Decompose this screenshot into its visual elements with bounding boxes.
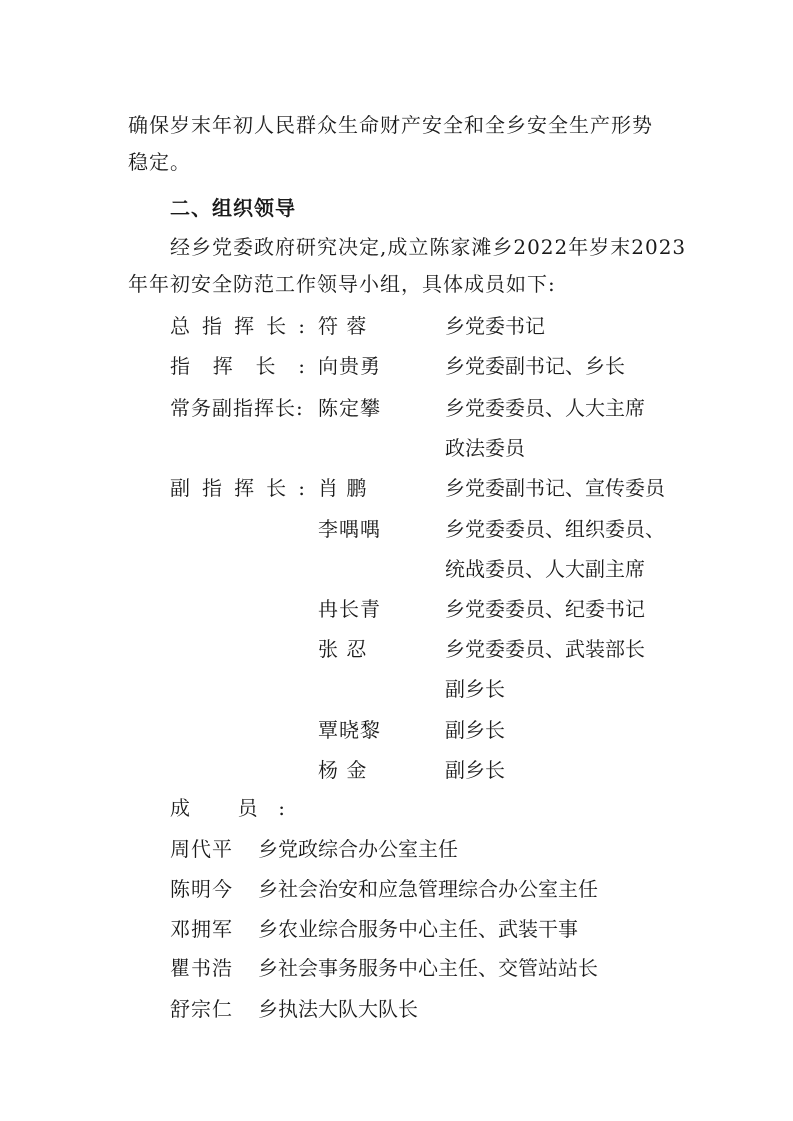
- deputy-name: 肖 鹏: [318, 476, 368, 500]
- exec-title: 常务副指挥长:: [170, 396, 304, 420]
- deputy-role: 乡党委副书记、宣传委员: [445, 476, 665, 500]
- member-role: 乡社会治安和应急管理综合办公室主任: [258, 877, 598, 901]
- deputy-role: 乡党委委员、纪委书记: [445, 597, 645, 621]
- section-heading: 二、组织领导: [170, 196, 296, 220]
- paragraph-line-2: 年年初安全防范工作领导小组，具体成员如下:: [128, 272, 556, 296]
- deputy-role: 乡党委委员、武装部长: [445, 637, 645, 661]
- chief-title: 指挥长:: [170, 354, 306, 378]
- commander-title: 总指挥长:: [170, 314, 306, 338]
- member-name: 邓拥军: [170, 917, 233, 941]
- member-role: 乡社会事务服务中心主任、交管站站长: [258, 956, 598, 980]
- deputy-name: 覃晓黎: [318, 718, 381, 742]
- commander-role: 乡党委书记: [445, 314, 545, 338]
- member-name: 瞿书浩: [170, 956, 233, 980]
- exec-role-2: 政法委员: [445, 436, 525, 460]
- member-name: 周代平: [170, 837, 233, 861]
- deputy-name: 杨 金: [318, 758, 368, 782]
- member-role: 乡党政综合办公室主任: [258, 837, 458, 861]
- deputy-name: 冉长青: [318, 597, 381, 621]
- deputy-role: 副乡长: [445, 758, 505, 782]
- chief-name: 向贵勇: [318, 354, 381, 378]
- member-role: 乡农业综合服务中心主任、武装干事: [258, 917, 578, 941]
- member-name: 陈明今: [170, 877, 233, 901]
- deputy-name: 张 忍: [318, 637, 368, 661]
- exec-name: 陈定攀: [318, 396, 381, 420]
- deputy-name: 李喁喁: [318, 517, 381, 541]
- deputy-role-cont: 副乡长: [445, 677, 505, 701]
- chief-role: 乡党委副书记、乡长: [445, 354, 625, 378]
- commander-name: 符 蓉: [318, 314, 368, 338]
- deputy-title: 副指挥长:: [170, 476, 306, 500]
- member-role: 乡执法大队大队长: [258, 997, 418, 1021]
- intro-line-2: 稳定。: [128, 150, 191, 174]
- deputy-role: 副乡长: [445, 718, 505, 742]
- members-title: 成 员:: [170, 796, 286, 820]
- member-name: 舒宗仁: [170, 997, 233, 1021]
- deputy-role: 乡党委委员、组织委员、: [445, 517, 665, 541]
- deputy-role-cont: 统战委员、人大副主席: [445, 557, 645, 581]
- paragraph-line-1: 经乡党委政府研究决定,成立陈家滩乡2022年岁末2023: [170, 235, 687, 259]
- exec-role-1: 乡党委委员、人大主席: [445, 396, 645, 420]
- intro-line-1: 确保岁末年初人民群众生命财产安全和全乡安全生产形势: [128, 113, 653, 137]
